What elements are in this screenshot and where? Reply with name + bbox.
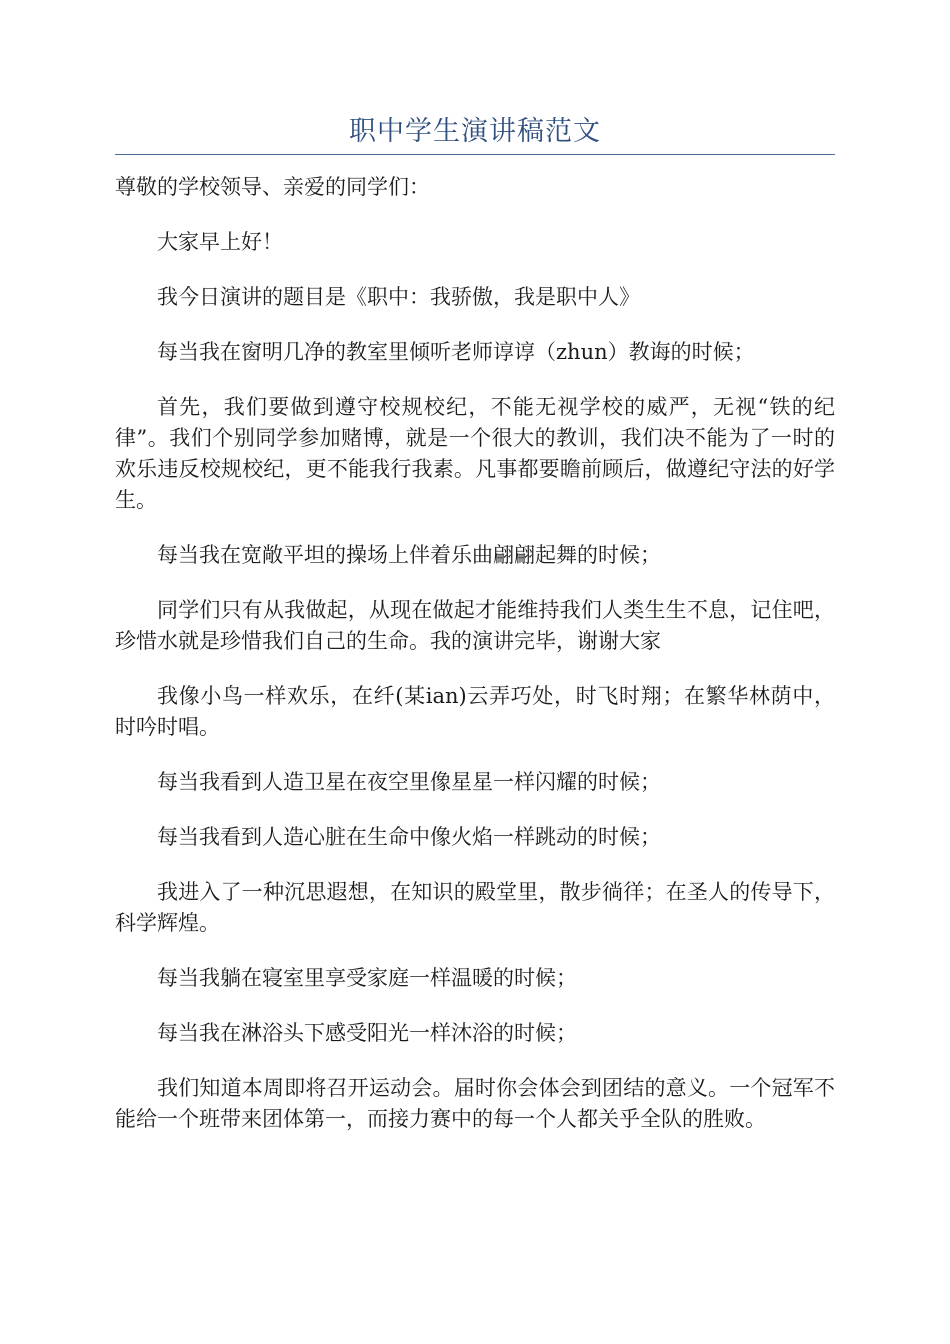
body-paragraph: 我像小鸟一样欢乐，在纤(某ian)云弄巧处，时飞时翔；在繁华林荫中，时吟时唱。 — [115, 684, 835, 739]
body-paragraph: 每当我在淋浴头下感受阳光一样沐浴的时候； — [157, 1021, 577, 1045]
title-underline — [115, 154, 835, 155]
body-paragraph: 大家早上好！ — [157, 230, 283, 254]
body-paragraph: 同学们只有从我做起，从现在做起才能维持我们人类生生不息，记住吧，珍惜水就是珍惜我们自己的生命。我的演讲完毕，谢谢大家 — [115, 598, 835, 653]
body-paragraph: 每当我看到人造卫星在夜空里像星星一样闪耀的时候； — [157, 770, 661, 794]
document-title: 职中学生演讲稿范文 — [349, 116, 601, 147]
document-body — [115, 172, 835, 1159]
body-paragraph: 我今日演讲的题目是《职中：我骄傲，我是职中人》 — [157, 285, 640, 309]
body-paragraph: 我进入了一种沉思遐想，在知识的殿堂里，散步徜徉；在圣人的传导下，科学辉煌。 — [115, 880, 835, 935]
body-paragraph: 每当我躺在寝室里享受家庭一样温暖的时候； — [157, 966, 577, 990]
body-paragraph: 首先，我们要做到遵守校规校纪，不能无视学校的威严，无视“铁的纪律”。我们个别同学参加赌博，就是一个很大的教训，我们决不能为了一时的欢乐违反校规校纪，更不能我行我素。凡事都要瞻前顾后，做遵纪守法的好学生。 — [115, 395, 835, 512]
body-paragraph: 每当我看到人造心脏在生命中像火焰一样跳动的时候； — [157, 825, 661, 849]
salutation-paragraph: 尊敬的学校领导、亲爱的同学们： — [115, 175, 430, 199]
body-paragraph: 每当我在宽敞平坦的操场上伴着乐曲翩翩起舞的时候； — [157, 543, 661, 567]
body-paragraph: 我们知道本周即将召开运动会。届时你会体会到团结的意义。一个冠军不能给一个班带来团体第一，而接力赛中的每一个人都关乎全队的胜败。 — [115, 1076, 835, 1131]
body-paragraph: 每当我在窗明几净的教室里倾听老师谆谆（zhun）教诲的时候； — [157, 340, 755, 364]
